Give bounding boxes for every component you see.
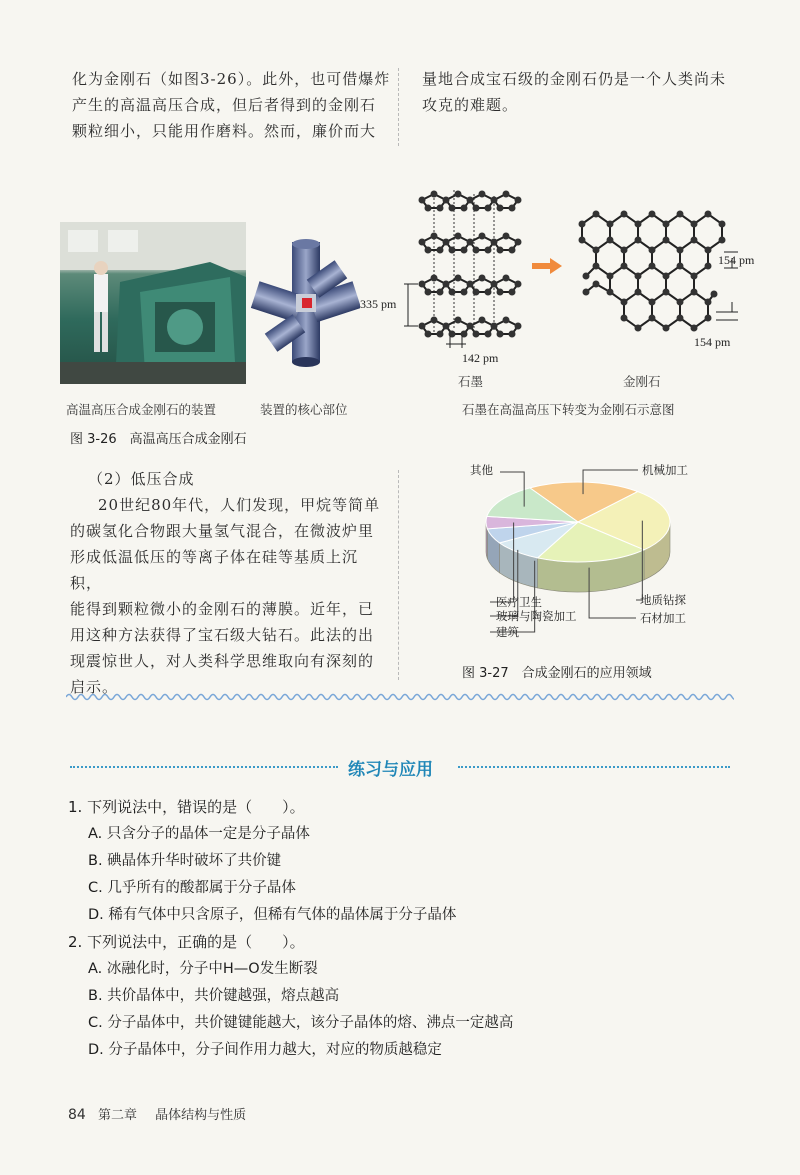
section-heading: （2）低压合成 [88,470,195,488]
page-number: 84 [68,1107,86,1123]
option-d: D. 分子晶体中，分子间作用力越大，对应的物质越稳定 [88,1042,442,1058]
pie-label-2: 石材加工 [640,611,686,625]
option-d: D. 稀有气体中只含原子，但稀有气体的晶体属于分子晶体 [88,907,457,923]
paragraph-line: 用这种方法获得了宝石级大钻石。此法的出 [70,626,375,644]
low-pressure-section [70,466,388,700]
option-c: C. 分子晶体中，共价键键能越大，该分子晶体的熔、沸点一定越高 [88,1015,514,1031]
paragraph-line: 攻克的难题。 [422,96,519,114]
chapter-label: 第二章 [97,1108,137,1123]
pie-label-4: 玻璃与陶瓷加工 [496,609,577,623]
graphite-bond-length-label: 142 pm [462,351,499,365]
pie-label-6: 其他 [470,463,493,477]
pie-label-5: 医疗卫生 [496,595,542,609]
diamond-bond-length-top-label: 154 pm [718,253,755,267]
page-footer [68,1104,246,1123]
figure-326-title: 图 3-26 高温高压合成金刚石 [70,432,247,447]
diamond-structure [566,196,766,356]
title-dots-right [458,766,730,768]
chapter-title: 晶体结构与性质 [155,1108,247,1123]
paragraph-line: 化为金刚石（如图3-26）。此外，也可借爆炸 [72,70,391,88]
paragraph-line: 20世纪80年代，人们发现，甲烷等简单 [98,496,381,514]
pie-label-0: 机械加工 [642,463,688,477]
wavy-divider [66,688,734,700]
paragraph-line: 现震惊世人，对人类科学思维取向有深刻的 [70,652,375,670]
paragraph-line: 产生的高温高压合成，但后者得到的金刚石 [72,96,377,114]
graphite-layer-spacing-label: 335 pm [360,297,397,311]
question-stem: 2. 下列说法中，正确的是（ ）。 [68,933,305,951]
option-b: B. 碘晶体升华时破坏了共价键 [88,853,282,869]
device-photo-illustration [60,222,246,384]
graphite-structure [352,182,532,368]
paragraph-line: 量地合成宝石级的金刚石仍是一个人类尚未 [422,70,727,88]
column-divider [398,470,399,680]
transform-arrow-icon [532,258,562,274]
pie-chart-svg [408,460,738,660]
core-part-caption: 装置的核心部位 [260,402,348,417]
device-caption: 高温高压合成金刚石的装置 [66,402,217,417]
exercise-title: 练习与应用 [348,760,433,780]
option-a: A. 只含分子的晶体一定是分子晶体 [88,826,310,842]
option-a: A. 冰融化时，分子中H—O发生断裂 [88,961,318,977]
question-stem: 1. 下列说法中，错误的是（ ）。 [68,798,305,816]
transform-caption: 石墨在高温高压下转变为金刚石示意图 [462,402,675,417]
paragraph-line: 的碳氢化合物跟大量氢气混合，在微波炉里 [70,522,375,540]
application-pie-chart [408,460,738,660]
graphite-label: 石墨 [458,374,484,389]
paragraph-line: 形成低温低压的等离子体在硅等基质上沉积， [70,548,359,592]
option-c: C. 几乎所有的酸都属于分子晶体 [88,880,296,896]
option-b: B. 共价晶体中，共价键越强，熔点越高 [88,988,340,1004]
column-divider [398,68,399,146]
top-left-column [72,66,392,144]
core-part-illustration [250,238,360,368]
diamond-bond-length-bottom-label: 154 pm [694,335,731,349]
question-1 [68,794,748,929]
pie-label-3: 建筑 [496,625,519,639]
top-right-column [422,66,742,118]
question-2 [68,929,748,1064]
diamond-label: 金刚石 [623,374,661,389]
paragraph-line: 启示。 [70,678,119,696]
paragraph-line: 能得到颗粒微小的金刚石的薄膜。近年，已 [70,600,375,618]
synthesis-device-photo [60,222,246,384]
pie-label-1: 地质钻探 [640,593,686,607]
figure-327-title: 图 3-27 合成金刚石的应用领域 [462,666,652,681]
title-dots-left [70,766,338,768]
paragraph-line: 颗粒细小，只能用作磨料。然而，廉价而大 [72,122,377,140]
